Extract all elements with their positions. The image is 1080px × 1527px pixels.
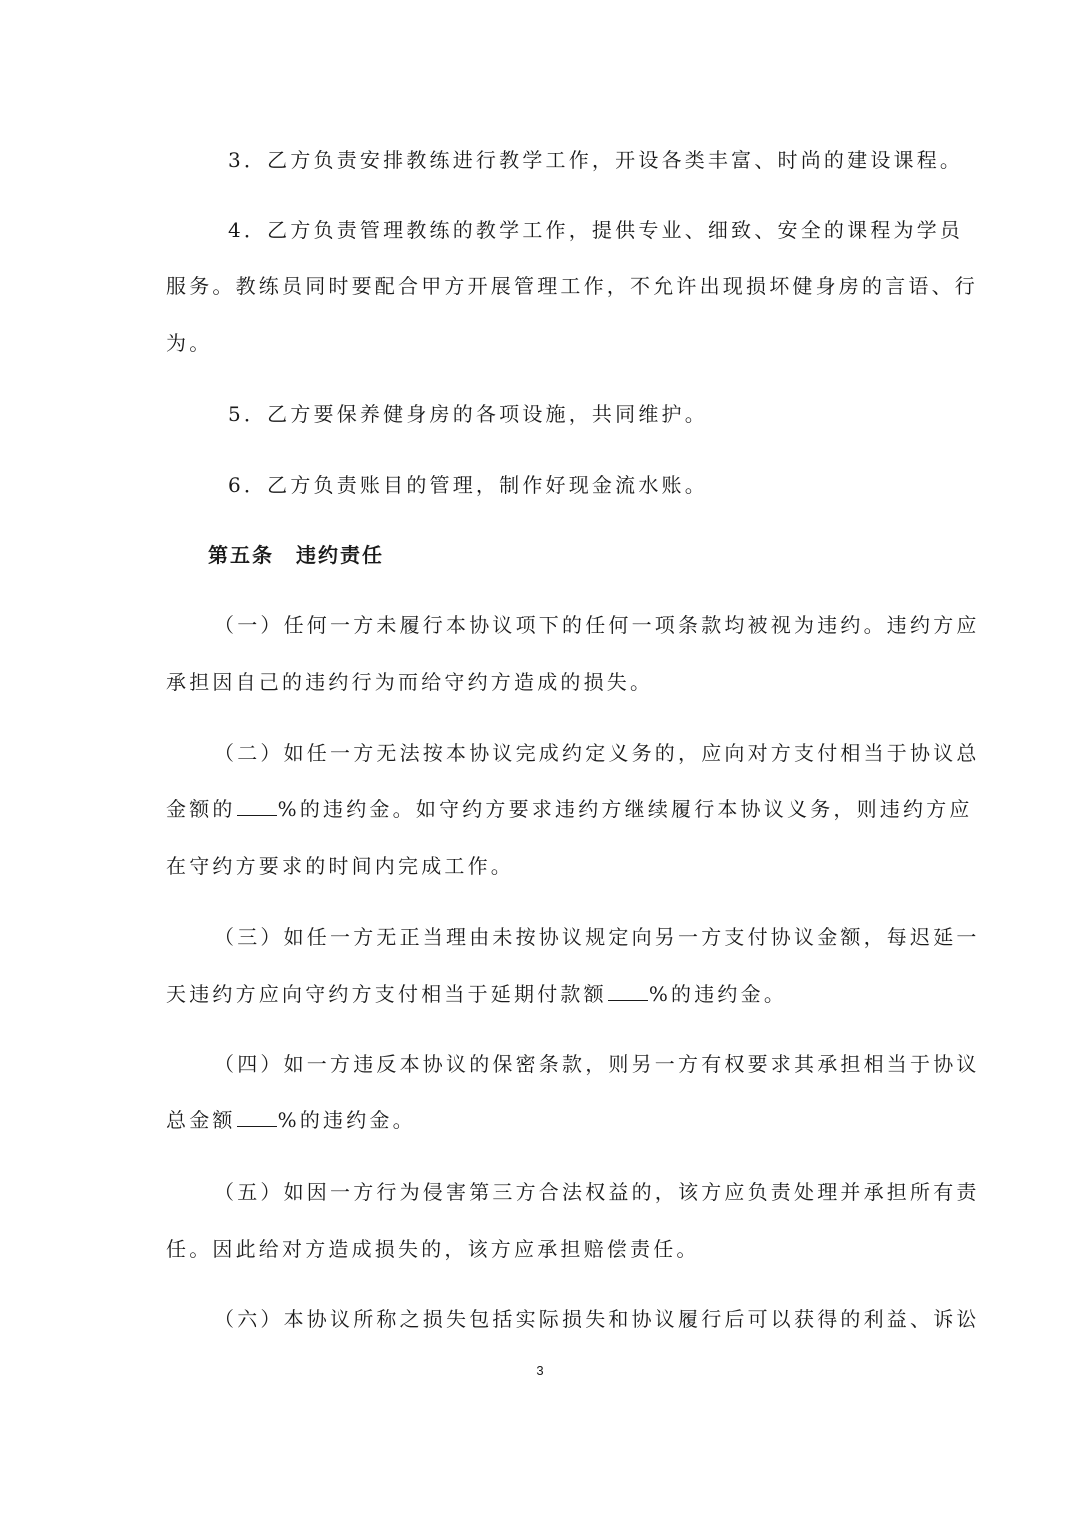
percentage-blank <box>608 982 648 1001</box>
clause-4-line-2-post: %的违约金。 <box>277 1108 416 1132</box>
item-6: 6．乙方负责账目的管理，制作好现金流水账。 <box>228 473 708 497</box>
clause-3-line-1: （三）如任一方无正当理由未按协议规定向另一方支付协议金额，每迟延一 <box>214 925 980 949</box>
clause-5-line-2: 任。因此给对方造成损失的，该方应承担赔偿责任。 <box>166 1237 700 1261</box>
clause-2-line-3: 在守约方要求的时间内完成工作。 <box>166 854 514 878</box>
clause-4-line-2 <box>166 1106 926 1134</box>
article-5-number: 第五条 <box>208 543 274 567</box>
clause-2-line-2 <box>166 795 973 823</box>
page-number: 3 <box>536 1363 544 1378</box>
item-4-line-3: 为。 <box>166 331 213 355</box>
item-4-line-2: 服务。教练员同时要配合甲方开展管理工作，不允许出现损坏健身房的言语、行 <box>166 274 978 298</box>
clause-2-line-1: （二）如任一方无法按本协议完成约定义务的，应向对方支付相当于协议总 <box>214 741 980 765</box>
clause-5-line-1: （五）如因一方行为侵害第三方合法权益的，该方应负责处理并承担所有责 <box>214 1180 980 1204</box>
item-4-line-1: 4．乙方负责管理教练的教学工作，提供专业、细致、安全的课程为学员 <box>228 218 964 242</box>
percentage-blank <box>237 797 277 816</box>
percentage-blank <box>237 1108 277 1127</box>
article-5-title: 违约责任 <box>296 543 384 567</box>
clause-1-line-2: 承担因自己的违约行为而给守约方造成的损失。 <box>166 670 654 694</box>
clause-2-line-2-pre: 金额的 <box>166 797 236 821</box>
item-5: 5．乙方要保养健身房的各项设施，共同维护。 <box>228 402 708 426</box>
clause-3-line-2-pre: 天违约方应向守约方支付相当于延期付款额 <box>166 982 607 1006</box>
clause-4-line-1: （四）如一方违反本协议的保密条款，则另一方有权要求其承担相当于协议 <box>214 1052 980 1076</box>
clause-1-line-1: （一）任何一方未履行本协议项下的任何一项条款均被视为违约。违约方应 <box>214 613 980 637</box>
clause-2-line-2-post: %的违约金。如守约方要求违约方继续履行本协议义务，则违约方应 <box>277 797 973 821</box>
clause-3-line-2-post: %的违约金。 <box>648 982 788 1006</box>
item-3: 3．乙方负责安排教练进行教学工作，开设各类丰富、时尚的建设课程。 <box>228 148 964 172</box>
clause-3-line-2 <box>166 980 926 1008</box>
clause-6-line-1: （六）本协议所称之损失包括实际损失和协议履行后可以获得的利益、诉讼 <box>214 1307 980 1331</box>
article-5-heading <box>208 541 384 569</box>
clause-4-line-2-pre: 总金额 <box>166 1108 236 1132</box>
